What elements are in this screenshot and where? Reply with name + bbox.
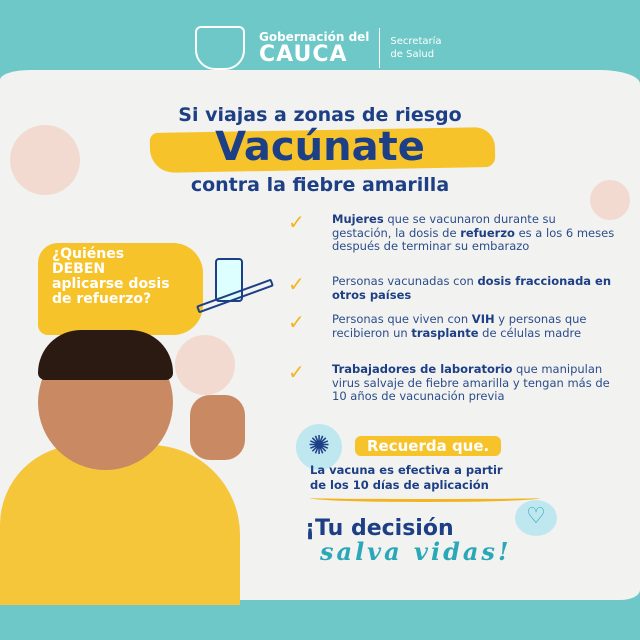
child-hair <box>38 330 173 380</box>
wave-divider <box>310 494 540 502</box>
peace-sign-hand <box>190 395 245 460</box>
title-main: Vacúnate <box>215 124 425 170</box>
list-item: ✓ Trabajadores de laboratorio que manipulan virus salvaje de fiebre amarilla y tengan más de 10 años de vacunación previa <box>288 360 610 403</box>
divider <box>379 28 380 68</box>
virus-decoration <box>175 335 235 395</box>
heart-icon: ♡ <box>515 500 557 536</box>
title-line3: contra la fiebre amarilla <box>190 174 450 196</box>
shield-check-icon: ✓ <box>288 360 305 384</box>
child-photo <box>0 445 240 605</box>
org-line1: Gobernación del <box>259 29 370 44</box>
speech-bubble <box>38 243 203 335</box>
virus-icon: ✺ <box>296 424 342 470</box>
crest-icon <box>195 26 245 70</box>
closing-line2: salva vidas! <box>320 537 512 566</box>
org-line2: CAUCA <box>259 41 348 67</box>
shield-check-icon: ✓ <box>288 310 305 334</box>
list-item: ✓ Personas que viven con VIH y personas que recibieron un trasplante de células madre <box>288 310 587 340</box>
list-item: ✓ Mujeres que se vacunaron durante su gestación, la dosis de refuerzo es a los 6 meses después de terminar su embarazo <box>288 210 615 253</box>
header-logo <box>195 26 442 70</box>
list-item: ✓ Personas vacunadas con dosis fraccionada en otros países <box>288 272 612 302</box>
reminder-label: Recuerda que. <box>355 436 501 456</box>
bubble-text: ¿Quiénes DEBEN aplicarse dosis de refuerzo? <box>52 246 170 307</box>
dept-line2: de Salud <box>390 49 435 60</box>
closing-line1: ¡Tu decisión <box>305 516 454 541</box>
reminder-text: La vacuna es efectiva a partir de los 10 días de aplicación <box>310 463 503 492</box>
shield-check-icon: ✓ <box>288 210 305 234</box>
shield-check-icon: ✓ <box>288 272 305 296</box>
dept-line1: Secretaría <box>390 36 442 47</box>
title-line1: Si viajas a zonas de riesgo <box>178 104 462 126</box>
